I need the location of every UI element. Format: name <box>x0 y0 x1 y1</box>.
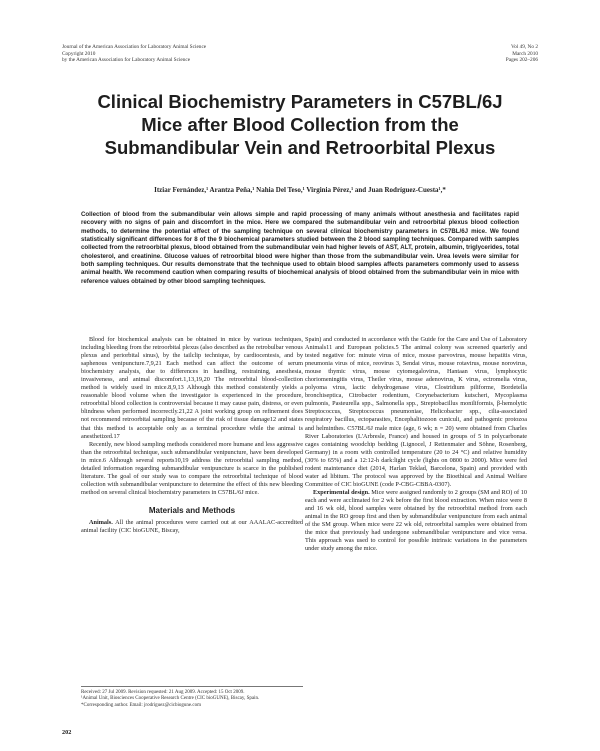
pages-line: Pages 202–206 <box>505 57 538 64</box>
title-line: Submandibular Vein and Retroorbital Plexus <box>104 137 496 158</box>
runin-heading: Experimental design. <box>313 488 370 496</box>
volume-line: Vol 49, No 2 <box>511 44 538 50</box>
title-line: Mice after Blood Collection from the <box>141 114 459 135</box>
copyright-line: Copyright 2010 <box>62 50 96 57</box>
journal-name: Journal of the American Association for Laboratory Animal Science <box>62 44 207 50</box>
left-column <box>81 336 303 535</box>
section-heading: Materials and Methods <box>148 505 236 515</box>
paragraph-text: All the animal procedures were carried out at our AAALAC-accredited animal facility (CIC bioGUNE, Biscay, <box>81 518 303 535</box>
abstract: Collection of blood from the submandibular vein allows simple and rapid processing of many animals without anesthesia and facilitates rapid recovery with no signs of pain and discomfort in the mice. Here we compared the submandibular vein and retroorbital plexus blood collection methods, to determine the potential effect of the sampling technique on several clinical biochemistry parameters in C57BL/6J mice. We found statistically significant differences for 8 of the 9 biochemical parameters studied between the 2 blood sampling techniques. Compared with samples collected from the retroorbital plexus, blood obtained from the submandibular vein had higher levels of AST, ALT, protein, albumin, triglycerides, total cholesterol, and creatinine. Glucose values of retroorbital blood were higher than those from the submandibular vein. Urea levels were similar for both sampling techniques. Our results demonstrate that the technique used to obtain blood samples affects parameters commonly used to assess animal health. We recommend caution when comparing results of biochemical analysis of blood obtained from the submandibular vein in mice with reference values obtained by other blood sampling techniques. <box>81 211 519 285</box>
corresponding-author: *Corresponding author. Email: jrodriguez@cicbiogune.com <box>81 702 201 708</box>
runin-heading: Animals. <box>89 518 113 526</box>
author-list: Itziar Fernández,¹ Arantza Peña,¹ Nahia Del Teso,¹ Virginia Pérez,¹ and Juan Rodríguez-Cuesta¹,* <box>154 186 446 194</box>
footnotes <box>81 686 303 709</box>
journal-info <box>62 44 362 64</box>
body-paragraph: Recently, new blood sampling methods considered more humane and less aggressive than the retroorbital technique, such submandibular venipuncture, have been developed in mice.6 Although several reports10,19 address the retroorbital sampling method, detailed information regarding submandibular venipuncture is scarce in the published literature. The goal of our study was to compare the retroorbital technique of blood collection with submandibular venipuncture to determine the effect of this new bleeding method on several clinical biochemistry parameters in C57BL/6J mice. <box>81 440 303 496</box>
page-number: 202 <box>62 729 72 736</box>
animals-paragraph <box>81 519 303 535</box>
right-column <box>305 336 527 553</box>
affiliation-note: ¹Animal Unit, Biosciences Cooperative Research Centre (CIC bioGUNE), Biscay, Spain. <box>81 696 260 702</box>
paragraph-text: Mice were assigned randomly to 2 groups (SM and RO) of 10 each and were acclimated for 2 wk before the first blood extraction. When mice were 8 and 16 wk old, blood samples were obtained by the retroorbital method from each animal in the RO group first and then by submandibular venipuncture from each animal of the SM group. When mice were 22 wk old, retroorbital samples were obtained from the mice that previously had undergone submandibular venipuncture and vice versa. This approach was used to control for possible intrinsic variations in the parameters under study among the mice. <box>305 488 527 553</box>
received-dates: Received: 27 Jul 2009. Revision requested: 21 Aug 2009. Accepted: 15 Oct 2009. <box>81 690 245 695</box>
issue-info <box>418 44 538 64</box>
design-paragraph <box>305 489 527 553</box>
body-paragraph: Blood for biochemical analysis can be obtained in mice by various techniques, including bleeding from the retroorbital plexus (also described as the retrobulbar venous plexus and periorbital sinus), by the tailclip technique, by cardiocentesis, and by saphenous venipuncture.7,9,21 Each method can affect the outcome of serum biochemistry analysis, due to differences in handling, restraining, anesthesia, invasiveness, and animal discomfort.1,13,19,20 The retroorbital blood-collection method is widely used in mice.8,9,13 Although this method consistently yields a reasonable blood volume when the investigator is experienced in the procedure, retroorbital blood collection is controversial because it may cause pain, distress, or even blindness when performed incorrectly.21,22 A joint working group on refinement does not recommend retroorbital sampling because of the risk of tissue damage12 and states that this method is acceptable only as a terminal procedure while the animal is anesthetized.17 <box>81 336 303 440</box>
body-paragraph: Spain) and conducted in accordance with the Guide for the Care and Use of Laboratory Animals11 and European policies.5 The animal colony was screened quarterly and tested negative for: minute virus of mice, mouse parvovirus, mouse hepatitis virus, pneumonia virus of mice, reovirus 3, Sendai virus, mouse rotavirus, mouse norovirus, mouse thymic virus, mouse cytomegalovirus, Hantaan virus, lymphocytic choriomeningitis virus, Theiler virus, mouse adenovirus, K virus, ectromelia virus, polyoma virus, lactic dehydrogenase virus, Clostridium piliforme, Bordetella bronchiseptica, Citrobacter rodentium, Corynebacterium kutscheri, Mycoplasma pulmonis, Pasteurella spp., Salmonella spp., Streptobacillus moniliformis, β-hemolytic Streptococcus, Streptococcus pneumoniae, Helicobacter spp., cilia-associated respiratory bacillus, ectoparasites, Encephalitozoon cuniculi, and pathogenic protozoa and helminthes. C57BL/6J male mice (age, 6 wk; n = 20) were obtained from Charles River Laboratories (L'Arbresle, France) and housed in groups of 5 in polycarbonate cages containing woodchip bedding (Lignocel, J Rettenmaier and Söhne, Rosenberg, Germany) in a room with controlled temperature (20 to 24 °C) and relative humidity (30% to 65%) and a 12:12-h dark:light cycle (lights on 0800 to 2000). Mice were fed rodent maintenance diet (2014, Harlan Teklad, Barcelona, Spain) and provided with water ad libitum. The protocol was approved by the Bioethical and Animal Welfare Committee of CIC bioGUNE (code P-CBG-CBBA-0307). <box>305 336 527 488</box>
article-title <box>50 90 550 159</box>
date-line: March 2010 <box>512 50 538 57</box>
title-line: Clinical Biochemistry Parameters in C57BL/6J <box>97 91 503 112</box>
publisher-line: by the American Association for Laboratory Animal Science <box>62 57 191 64</box>
